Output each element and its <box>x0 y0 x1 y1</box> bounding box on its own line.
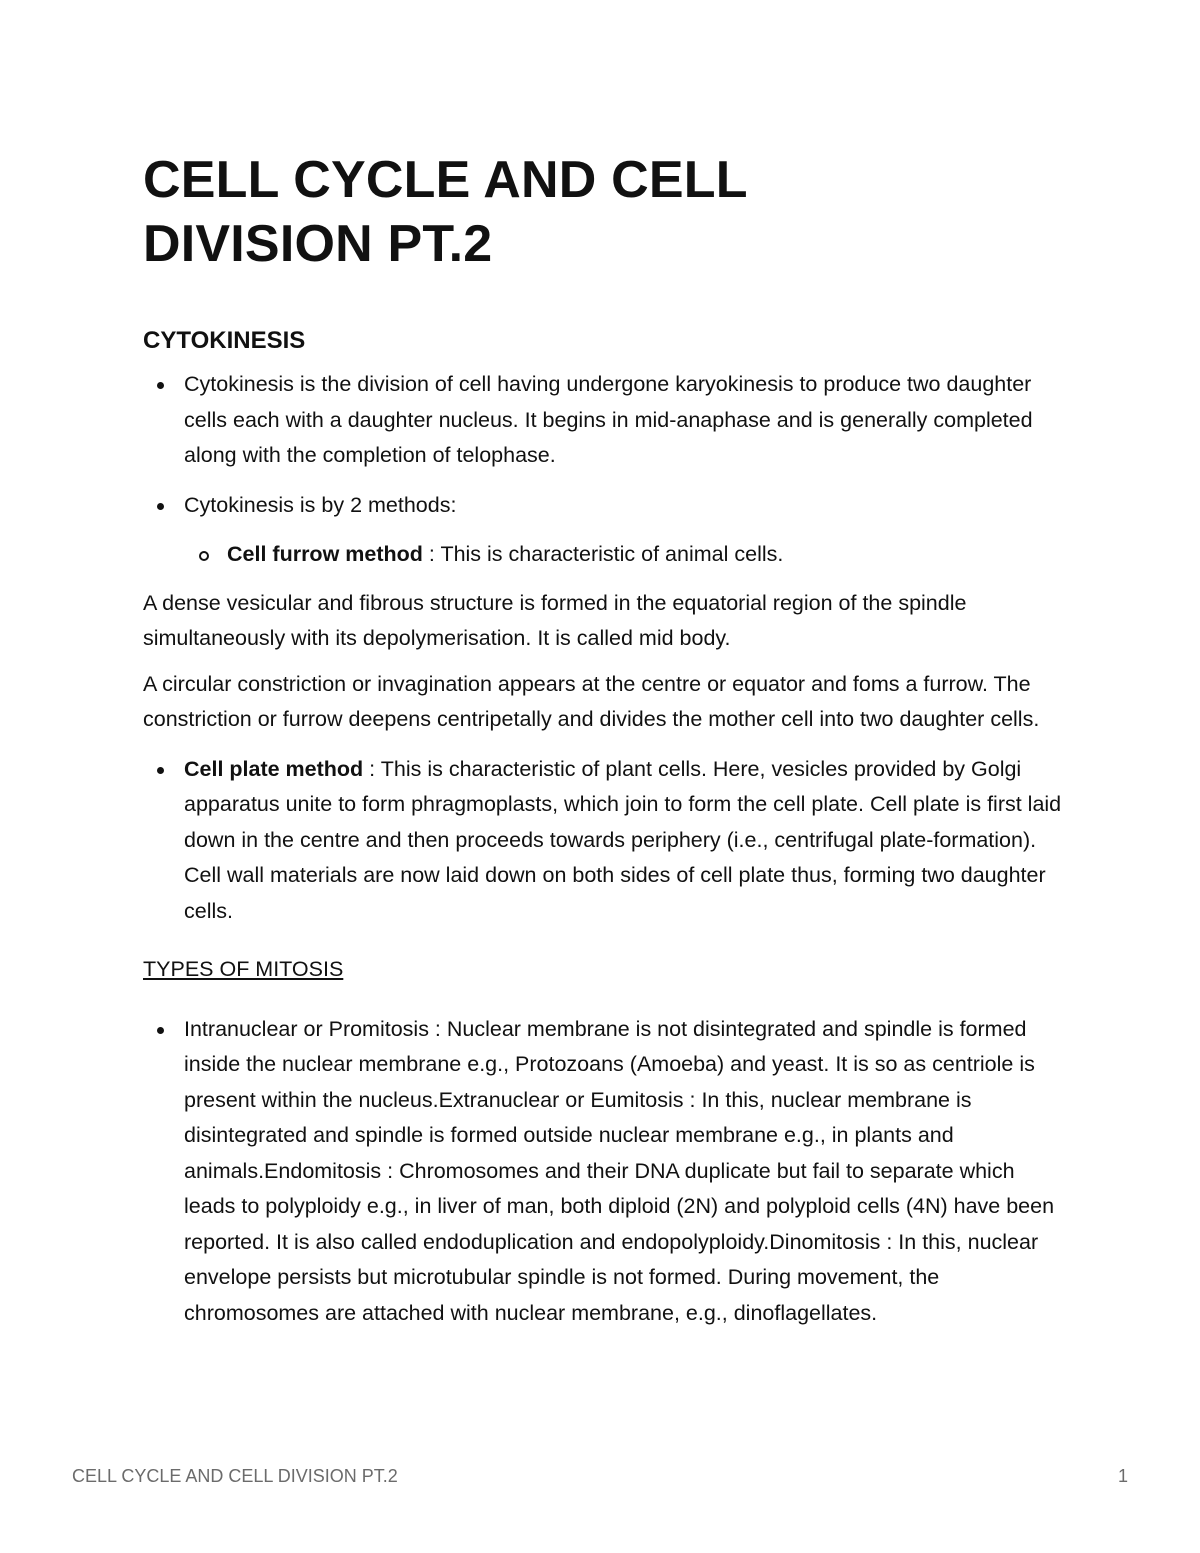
types-of-mitosis-heading: TYPES OF MITOSIS <box>143 957 344 981</box>
cell-furrow-method-label: Cell furrow method <box>227 542 423 566</box>
list-item <box>143 752 1063 930</box>
footer-page-number: 1 <box>1117 1466 1128 1486</box>
cytokinesis-method-sublist <box>143 537 1063 573</box>
furrow-paragraph: A circular constriction or invagination appears at the centre or equator and foms a furrow. The constriction or furrow deepens centripetally and divides the mother cell into two daughter cells. <box>143 671 1040 731</box>
bullet-dot-icon <box>157 767 164 774</box>
bullet-dot-icon <box>157 382 164 389</box>
list-item <box>143 1012 1063 1332</box>
cytokinesis-bullet-list <box>143 367 1063 523</box>
document-title-line-2: DIVISION PT.2 <box>143 215 493 273</box>
cytokinesis-heading: CYTOKINESIS <box>143 327 306 354</box>
mitosis-bullet-list <box>143 1012 1063 1332</box>
document-title <box>143 148 1063 276</box>
cell-plate-bullet-list <box>143 752 1063 930</box>
mitosis-types-text: Intranuclear or Promitosis : Nuclear membrane is not disintegrated and spindle is formed inside the nuclear membrane e.g., Protozoans (Amoeba) and yeast. It is so as centriole is present within the nucleus.Extranuclear or Eumitosis : In this, nuclear membrane is disintegrated and spindle is formed outside nuclear membrane e.g., in plants and animals.Endomitosis : Chromosomes and their DNA duplicate but fail to separate which leads to polyploidy e.g., in liver of man, both diploid (2N) and polyploid cells (4N) have been reported. It is also called endoduplication and endopolyploidy.Dinomitosis : In this, nuclear envelope persists but microtubular spindle is not formed. During movement, the chromosomes are attached with nuclear membrane, e.g., dinoflagellates. <box>184 1016 1055 1325</box>
footer-document-title: CELL CYCLE AND CELL DIVISION PT.2 <box>72 1466 398 1486</box>
cytokinesis-methods-text: Cytokinesis is by 2 methods: <box>184 492 457 517</box>
mid-body-paragraph: A dense vesicular and fibrous structure is formed in the equatorial region of the spindle simultaneously with its depolymerisation. It is called mid body. <box>143 590 967 650</box>
hollow-bullet-icon <box>199 551 209 561</box>
list-item <box>143 367 1063 474</box>
page-content <box>143 148 1063 1331</box>
cell-plate-method-label: Cell plate method <box>184 756 364 781</box>
cytokinesis-definition-text: Cytokinesis is the division of cell having undergone karyokinesis to produce two daughter cells each with a daughter nucleus. It begins in mid-anaphase and is generally completed along with the completion of telophase. <box>184 372 1033 467</box>
document-title-line-1: CELL CYCLE AND CELL <box>143 151 748 209</box>
bullet-dot-icon <box>157 1027 164 1034</box>
bullet-dot-icon <box>157 503 164 510</box>
list-item <box>143 537 1063 573</box>
list-item <box>143 488 1063 524</box>
cell-furrow-method-text: : This is characteristic of animal cells. <box>422 542 784 566</box>
cell-plate-method-text: : This is characteristic of plant cells. Here, vesicles provided by Golgi apparatus unite to form phragmoplasts, which join to form the cell plate. Cell plate is first laid down in the centre and then proceeds towards periphery (i.e., centrifugal plate-formation). Cell wall materials are now laid down on both sides of cell plate thus, forming two daughter cells. <box>184 756 1062 923</box>
